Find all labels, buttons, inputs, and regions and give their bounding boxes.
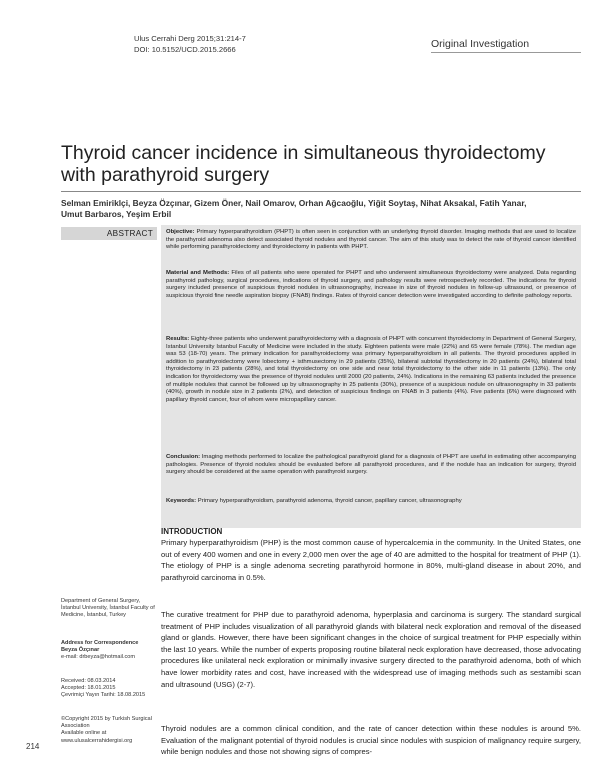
affiliation: Department of General Surgery, İstanbul University, İstanbul Faculty of Medicine, İstanbul, Turkey (61, 598, 155, 619)
abstract-label: ABSTRACT (61, 227, 157, 240)
abstract-results (166, 336, 576, 404)
methods-text: Files of all patients who were operated for PHPT and who underwent simultaneous thyroidectomy were analyzed. Data regarding parathyroid pathology, surgical procedures, indications of thyroid surgery, and pathology results were retrospectively recorded. The indications for thyroid surgery included presence of suspicious thyroid nodules in ultrasonography, increase in size of thyroid nodules in follow-up ultrasound, or presence of suspicious thyroid fine needle aspiration biopsy (FNAB) findings. Rates of thyroid cancer detection were investigated according to definite pathology reports. (166, 270, 576, 299)
page-number: 214 (26, 742, 40, 751)
journal-citation: Ulus Cerrahi Derg 2015;31:214-7 (134, 34, 246, 43)
authors-line-1: Selman Emiriklçi, Beyza Özçınar, Gizem Öner, Nail Omarov, Orhan Ağcaoğlu, Yiğit Soytaş, Nihat Aksakal, Fatih Yanar, (61, 198, 527, 208)
abstract-keywords (166, 498, 576, 506)
article-dates (61, 678, 157, 700)
objective-label: Objective: (166, 229, 195, 235)
header-divider (431, 52, 581, 53)
conclusion-label: Conclusion: (166, 454, 201, 460)
results-label: Results: (166, 336, 190, 342)
running-header (134, 33, 246, 55)
body-paragraph-2: The curative treatment for PHP due to parathyroid adenoma, hyperplasia and carcinoma is surgery. The standard surgical treatment of PHP includes visualization of all parathyroid glands with bilateral neck exploration and removal of the diseased gland or glands. However, there have been significant changes in the choice of surgical treatment for PHP especially within the last 10 years. While the number of experts proposing routine bilateral neck exploration have decreased, those advocating procedures like unilateral neck exploration or minimally invasive surgery directed to the parathyroid adenoma, both of which have lower morbidity rates and cost, have increased with the widespread use of imaging methods such as sestamibi scan and ultrasound (USG) (2-7). (161, 610, 581, 689)
objective-text: Primary hyperparathyroidism (PHPT) is often seen in conjunction with an underlying thyroid disorder. Imaging methods that are used to localize the parathyroid adenoma also detect associated thyroid nodules and thyroid cancer. The aim of this study was to detect the rate of thyroid cancer identified while performing parathyroidectomy and thyroidectomy in patients with PHPT. (166, 229, 576, 251)
methods-label: Material and Methods: (166, 270, 230, 276)
received-date: Received: 08.03.2014 (61, 678, 116, 684)
correspondence (61, 640, 157, 662)
abstract-conclusion (166, 454, 576, 477)
title-divider (61, 191, 581, 192)
abstract-objective (166, 229, 576, 252)
keywords-label: Keywords: (166, 498, 197, 504)
doi[interactable]: DOI: 10.5152/UCD.2015.2666 (134, 45, 236, 54)
results-text: Eighty-three patients who underwent parathyroidectomy with a diagnosis of PHPT with concurrent thyroidectomy in Department of General Surgery, Istanbul University Istanbul Faculty of Medicine were included in the study. Eighteen patients were male (22%) and 65 were female (78%). The median age was 53 (18-70) years. The primary indication for parathyroidectomy was primary hyperparathyroidism in all patients. The thyroid procedures applied in addition to parathyroidectomy were lobectomy + isthmusectomy in 29 patients (35%), bilateral subtotal thyroidectomy in 20 patients (24%), bilateral total thyroidectomy in 23 patients (28%), and total thyroidectomy on one side and near total thyroidectomy to the other side in 11 patients (13%). The only indication for thyroidectomy was the presence of thyroid nodules until 2000 (20 patients, 24%). Indications in the remaining 63 patients included the presence of multiple nodules that cannot be followed up by ultrasonography in 25 patients (30%), presence of a suspicious nodule on ultrasonography in 33 patients (40%), growth in nodule size in 2 patients (2%), and detection of suspicious findings on FNAB in 3 patients (4%). Five patients (6%) were diagnosed with papillary thyroid cancer, four of whom were micropapillary cancer. (166, 336, 577, 403)
body-paragraph-1: Primary hyperparathyroidism (PHP) is the most common cause of hypercalcemia in the community. In the United States, one out of every 400 women and one in every 2,000 men over the age of 40 are admitted to the hospital for treatment of PHP (1). The etiology of PHP is a single adenoma secreting parathyroid hormone in 80%, multi-gland disease in about 20%, and parathyroid carcinoma in 0.5%. (161, 538, 581, 582)
article-title: Thyroid cancer incidence in simultaneous thyroidectomy with parathyroid surgery (61, 142, 546, 186)
correspondence-name: Beyza Özçınar (61, 647, 100, 654)
introduction-heading: INTRODUCTION (161, 527, 223, 536)
available-online: Available online at (61, 730, 107, 737)
author-list (61, 198, 581, 220)
copyright-block (61, 716, 157, 745)
keywords-text: Primary hyperparathyroidism, parathyroid adenoma, thyroid cancer, papillary cancer, ultrasonography (197, 498, 462, 504)
accepted-date: Accepted: 18.01.2015 (61, 685, 116, 692)
copyright: ©Copyright 2015 by Turkish Surgical Association (61, 716, 152, 730)
body-paragraph-3: Thyroid nodules are a common clinical condition, and the rate of cancer detection within these nodules is around 5%. Evaluation of the malignant potential of thyroid nodules is crucial since nodules with suspicion of malignancy require surgery, while benign nodules and those not showing signs of compres- (161, 724, 581, 757)
published-date: Çevrimiçi Yayın Tarihi: 18.08.2015 (61, 692, 146, 699)
correspondence-label: Address for Correspondence (61, 640, 139, 646)
section-label: Original Investigation (431, 38, 530, 50)
authors-line-2: Umut Barbaros, Yeşim Erbil (61, 209, 172, 219)
correspondence-email[interactable]: e-mail: drbeyza@hotmail.com (61, 654, 136, 661)
conclusion-text: Imaging methods performed to localize the pathological parathyroid gland for a diagnosis of PHPT are useful in estimating other accompanying pathologies. Presence of thyroid nodules should be evaluated before all parathyroid procedures, and if the nodule has an indication for surgery, thyroid surgery should be considered at the same operation with parathyroid surgery. (166, 454, 576, 476)
abstract-methods (166, 270, 576, 300)
journal-url[interactable]: www.ulusalcerrahidergisi.org (61, 737, 133, 744)
